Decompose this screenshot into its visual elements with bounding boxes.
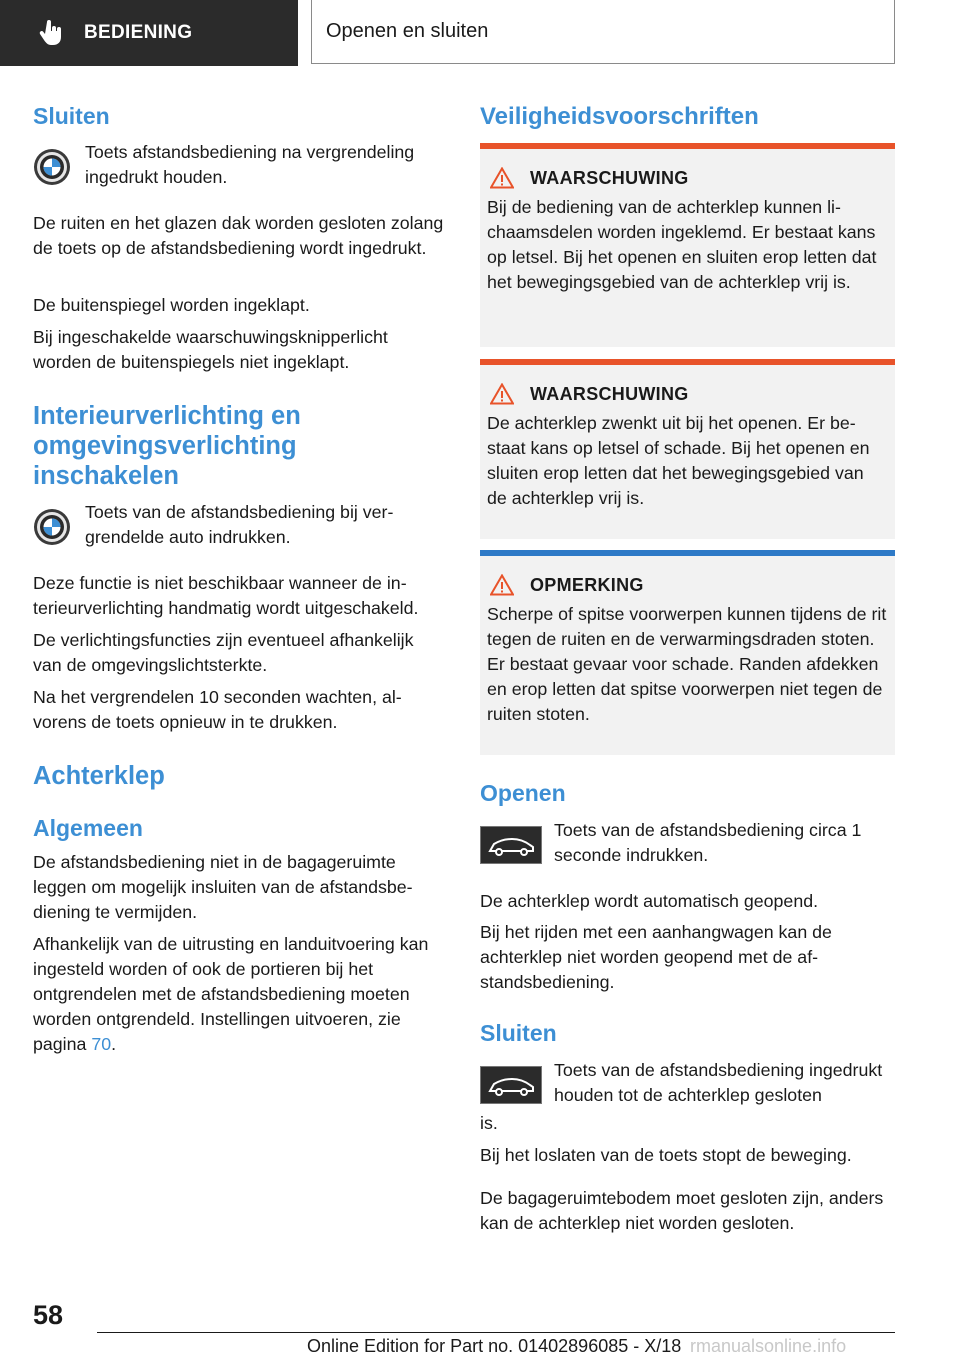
hand-pointer-icon — [38, 19, 66, 47]
openen-paragraph-1: De achterklep wordt automatisch geopend. — [480, 891, 819, 911]
warning-triangle-icon — [490, 574, 514, 596]
tailgate-key-button-icon — [480, 1066, 542, 1104]
sluiten-key-text: Toets afstandsbediening na vergrendeling ingedrukt houden. — [85, 142, 415, 187]
notice-header — [487, 574, 887, 596]
algemeen-paragraph-1: De afstandsbediening niet in de bagageruimte leggen om mogelijk insluiten van de afstandsbediening te vermijden. — [33, 852, 413, 922]
notice-label: OPMERKING — [530, 574, 644, 595]
sluiten-paragraph-2: De buitenspiegel worden ingeklapt. — [33, 295, 310, 315]
warning-text: De achterklep zwenkt uit bij het openen. Er bestaat kans op letsel of schade. Bij het openen en sluiten erop letten dat het bewegingsgebied van de achterklep vrij is. — [487, 413, 870, 508]
warning-bar — [480, 359, 895, 365]
interieur-key-instruction — [33, 500, 447, 550]
heading-openen: Openen — [480, 780, 566, 806]
notice-bar — [480, 550, 895, 556]
sluiten-achterklep-key-instruction — [480, 1058, 895, 1108]
edition-text: Online Edition for Part no. 01402896085 - X/18 — [307, 1336, 682, 1356]
sluiten-achterklep-paragraph-2: De bagageruimtebodem moet gesloten zijn, anders kan de achterklep niet worden gesloten. — [480, 1188, 884, 1233]
bmw-key-button-icon — [33, 508, 71, 546]
warning-label: WAARSCHUWING — [530, 167, 689, 188]
heading-achterklep: Achterklep — [33, 762, 165, 790]
algemeen-paragraph-2-end: . — [111, 1034, 117, 1054]
heading-sluiten: Sluiten — [33, 103, 110, 129]
warning-box-2 — [480, 359, 895, 539]
warning-label: WAARSCHUWING — [530, 383, 689, 404]
warning-text: Bij de bediening van de achterklep kunnen lichaamsdelen worden ingeklemd. Er bestaat kans op letsel. Bij het openen en sluiten erop letten dat het bewegingsgebied van de achterklep vrij is. — [487, 197, 877, 292]
chapter-title: Openen en sluiten — [326, 20, 489, 42]
section-tab-label: BEDIENING — [84, 22, 193, 43]
algemeen-paragraph-2-text: Afhankelijk van de uitrusting en landuitvoering kan ingesteld worden of ook de portieren bij het ontgrendelen met de afstandsbediening moeten worden ontgrendeld. Instellingen uitvoeren, zie pagina — [33, 934, 429, 1054]
algemeen-paragraph-2 — [33, 932, 447, 1057]
heading-sluiten-achterklep: Sluiten — [480, 1020, 557, 1046]
warning-box-1 — [480, 143, 895, 347]
page-header — [0, 0, 960, 66]
section-tab[interactable] — [0, 0, 298, 66]
warning-bar — [480, 143, 895, 149]
footer-divider — [97, 1332, 895, 1333]
warning-header — [487, 167, 887, 189]
notice-text: Scherpe of spitse voorwerpen kunnen tijdens de rit tegen de ruiten en de verwarmingsdraden stoten. Er bestaat gevaar voor schade. Randen afdekken en erop letten dat spitse voorwerpen niet tegen de ruiten stoten. — [487, 604, 887, 724]
warning-header — [487, 383, 887, 405]
heading-veiligheidsvoorschriften: Veiligheidsvoorschriften — [480, 103, 759, 130]
openen-key-text: Toets van de afstandsbediening circa 1 seconde indrukken. — [554, 820, 862, 865]
tailgate-key-button-icon — [480, 826, 542, 864]
heading-interieurverlichting: Interieurverlichting en omgevingsverlichting inschakelen — [33, 402, 301, 490]
interieur-paragraph-1: Deze functie is niet beschikbaar wanneer de interieurverlichting handmatig wordt uitgeschakeld. — [33, 573, 419, 618]
sluiten-achterklep-key-text: Toets van de afstandsbediening ingedrukt houden tot de achterklep gesloten — [554, 1060, 883, 1105]
sluiten-paragraph-1: De ruiten en het glazen dak worden gesloten zolang de toets op de afstandsbediening wordt ingedrukt. — [33, 213, 444, 258]
interieur-paragraph-3: Na het vergrendelen 10 seconden wachten, alvorens de toets opnieuw in te drukken. — [33, 687, 402, 732]
watermark: rmanualsonline.info — [690, 1336, 847, 1356]
page-link-70[interactable]: 70 — [91, 1034, 112, 1054]
sluiten-achterklep-cont: is. — [480, 1113, 498, 1133]
warning-triangle-icon — [490, 383, 514, 405]
notice-box — [480, 550, 895, 755]
sluiten-paragraph-3: Bij ingeschakelde waarschuwingsknipperlicht worden de buitenspiegels niet ingeklapt. — [33, 327, 388, 372]
page-number: 58 — [33, 1300, 64, 1330]
openen-paragraph-2: Bij het rijden met een aanhangwagen kan de achterklep niet worden geopend met de afstandsbediening. — [480, 922, 832, 992]
sluiten-key-instruction — [33, 140, 447, 190]
heading-algemeen: Algemeen — [33, 815, 143, 841]
bmw-key-button-icon — [33, 148, 71, 186]
sluiten-achterklep-paragraph-1: Bij het loslaten van de toets stopt de beweging. — [480, 1145, 852, 1165]
interieur-paragraph-2: De verlichtingsfuncties zijn eventueel afhankelijk van de omgevingslichtsterkte. — [33, 630, 414, 675]
chapter-title-box — [311, 0, 895, 64]
openen-key-instruction — [480, 818, 895, 868]
warning-triangle-icon — [490, 167, 514, 189]
interieur-key-text: Toets van de afstandsbediening bij vergrendelde auto indrukken. — [85, 502, 394, 547]
